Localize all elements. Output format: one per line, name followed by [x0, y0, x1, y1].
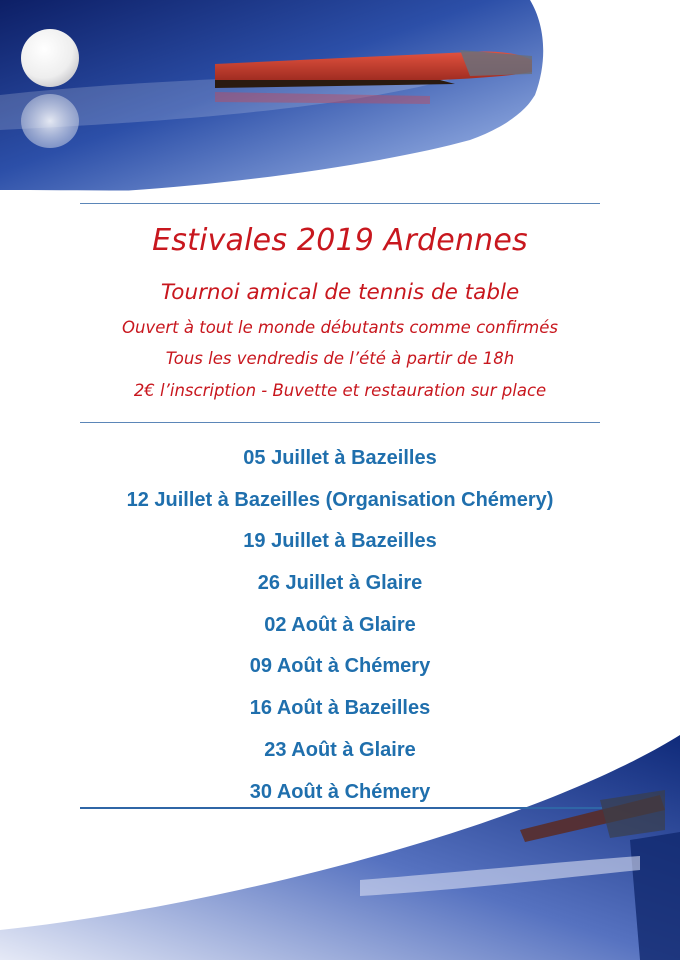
date-item: 02 Août à Glaire — [264, 613, 416, 636]
date-item: 09 Août à Chémery — [249, 655, 431, 678]
bottom-divider — [80, 807, 602, 809]
date-item: 12 Juillet à Bazeilles (Organisation Chémery) — [126, 488, 554, 511]
date-item: 05 Juillet à Bazeilles — [243, 447, 437, 469]
date-item: 26 Juillet à Glaire — [257, 572, 423, 595]
date-item: 30 Août à Chémery — [249, 780, 431, 803]
date-item: 16 Août à Bazeilles — [249, 697, 431, 720]
top-divider — [80, 203, 600, 204]
date-item: 23 Août à Glaire — [264, 738, 416, 761]
info-line-audience: Ouvert à tout le monde débutants comme confirmés — [122, 318, 558, 337]
subtitle: Tournoi amical de tennis de table — [160, 280, 520, 305]
date-list — [0, 440, 680, 815]
middle-divider — [80, 422, 600, 423]
info-line-price: 2€ l’inscription - Buvette et restauration sur place — [133, 381, 547, 400]
page-title: Estivales 2019 Ardennes — [152, 223, 528, 258]
info-line-schedule: Tous les vendredis de l’été à partir de 18h — [165, 349, 515, 368]
date-item: 19 Juillet à Bazeilles — [243, 530, 437, 553]
